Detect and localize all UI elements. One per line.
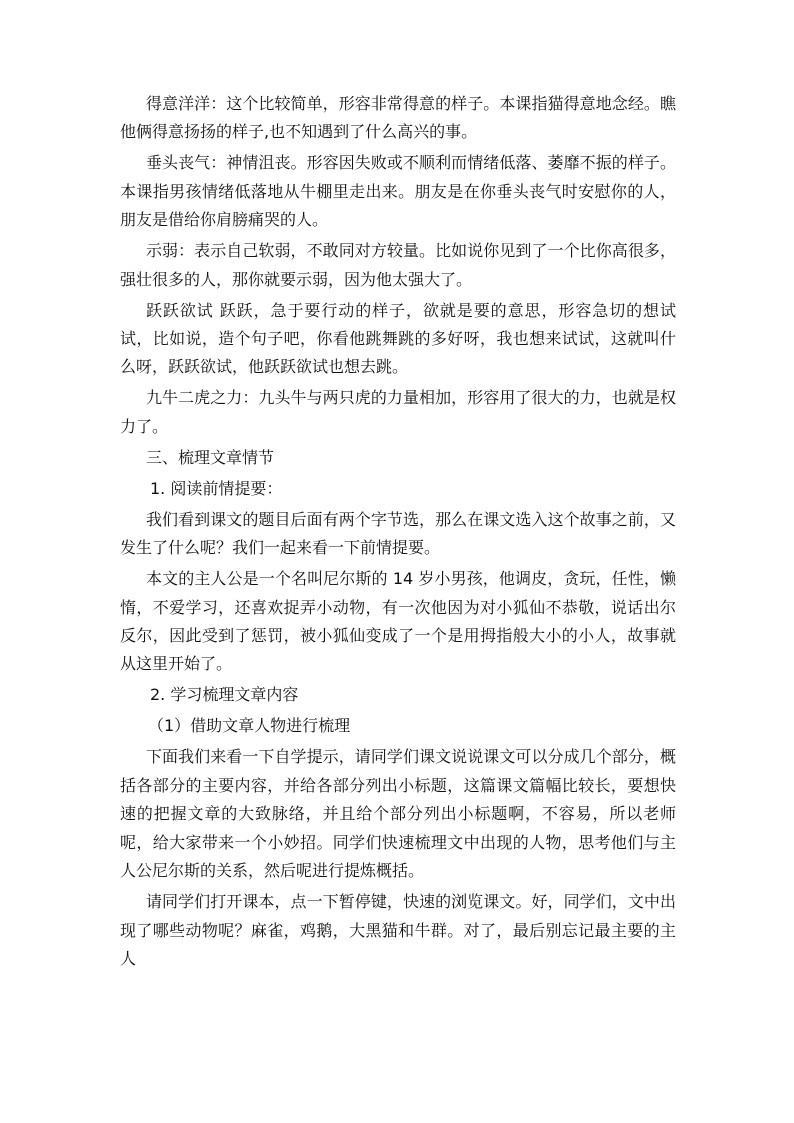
paragraph-yueyue: 跃跃欲试 跃跃，急于要行动的样子，欲就是要的意思，形容急切的想试试，比如说，造个句子吧，你看他跳舞跳的多好呀，我也想来试试，这就叫什么呀，跃跃欲试，他跃跃欲试也想去跳。: [120, 300, 676, 377]
paragraph-chuitou: 垂头丧气：神情沮丧。形容因失败或不顺利而情绪低落、萎靡不振的样子。本课指男孩情绪低落地从牛棚里走出来。朋友是在你垂头丧气时安慰你的人，朋友是借给你肩膀痛哭的人。: [120, 153, 676, 230]
paragraph-self-study: 下面我们来看一下自学提示，请同学们课文说说课文可以分成几个部分，概括各部分的主要内容，并给各部分列出小标题，这篇课文篇幅比较长，要想快速的把握文章的大致脉络，并且给个部分列出小标题啊，不容易，所以老师呢，给大家带来一个小妙招。同学们快速梳理文中出现的人物，思考他们与主人公尼尔斯的关系，然后呢进行提炼概括。: [120, 747, 676, 881]
subheading-1: 1. 阅读前情提要：: [150, 478, 283, 498]
paragraph-open-book: 请同学们打开课本，点一下暂停键，快速的浏览课文。好，同学们，文中出现了哪些动物呢？麻雀，鸡鹅，大黑猫和牛群。对了，最后别忘记最主要的主人: [120, 892, 676, 968]
subheading-2: 2. 学习梳理文章内容: [150, 685, 299, 705]
paragraph-jiuniu: 九牛二虎之力：九头牛与两只虎的力量相加，形容用了很大的力，也就是权力了。: [120, 388, 676, 436]
paragraph-protagonist: 本文的主人公是一个名叫尼尔斯的 14 岁小男孩，他调皮，贪玩，任性，懒惰，不爱学习，还喜欢捉弄小动物，有一次他因为对小狐仙不恭敬，说话出尔反尔，因此受到了惩罚，被小狐仙变成了一个是用拇指般大小的小人，故事就从这里开始了。: [120, 569, 676, 674]
paragraph-qianqing-intro: 我们看到课文的题目后面有两个字节选，那么在课文选入这个故事之前，又发生了什么呢？我们一起来看一下前情提要。: [120, 509, 676, 558]
document-page: [120, 90, 676, 976]
paragraph-shiruo: 示弱：表示自己软弱，不敢同对方较量。比如说你见到了一个比你高很多，强壮很多的人，那你就要示弱，因为他太强大了。: [120, 241, 676, 289]
paragraph-deyi: 得意洋洋：这个比较简单，形容非常得意的样子。本课指猫得意地念经。瞧他俩得意扬扬的样子,也不知遇到了什么高兴的事。: [120, 94, 676, 142]
subheading-2-1: （1）借助文章人物进行梳理: [148, 716, 351, 736]
section-heading-3: 三、梳理文章情节: [146, 447, 275, 467]
